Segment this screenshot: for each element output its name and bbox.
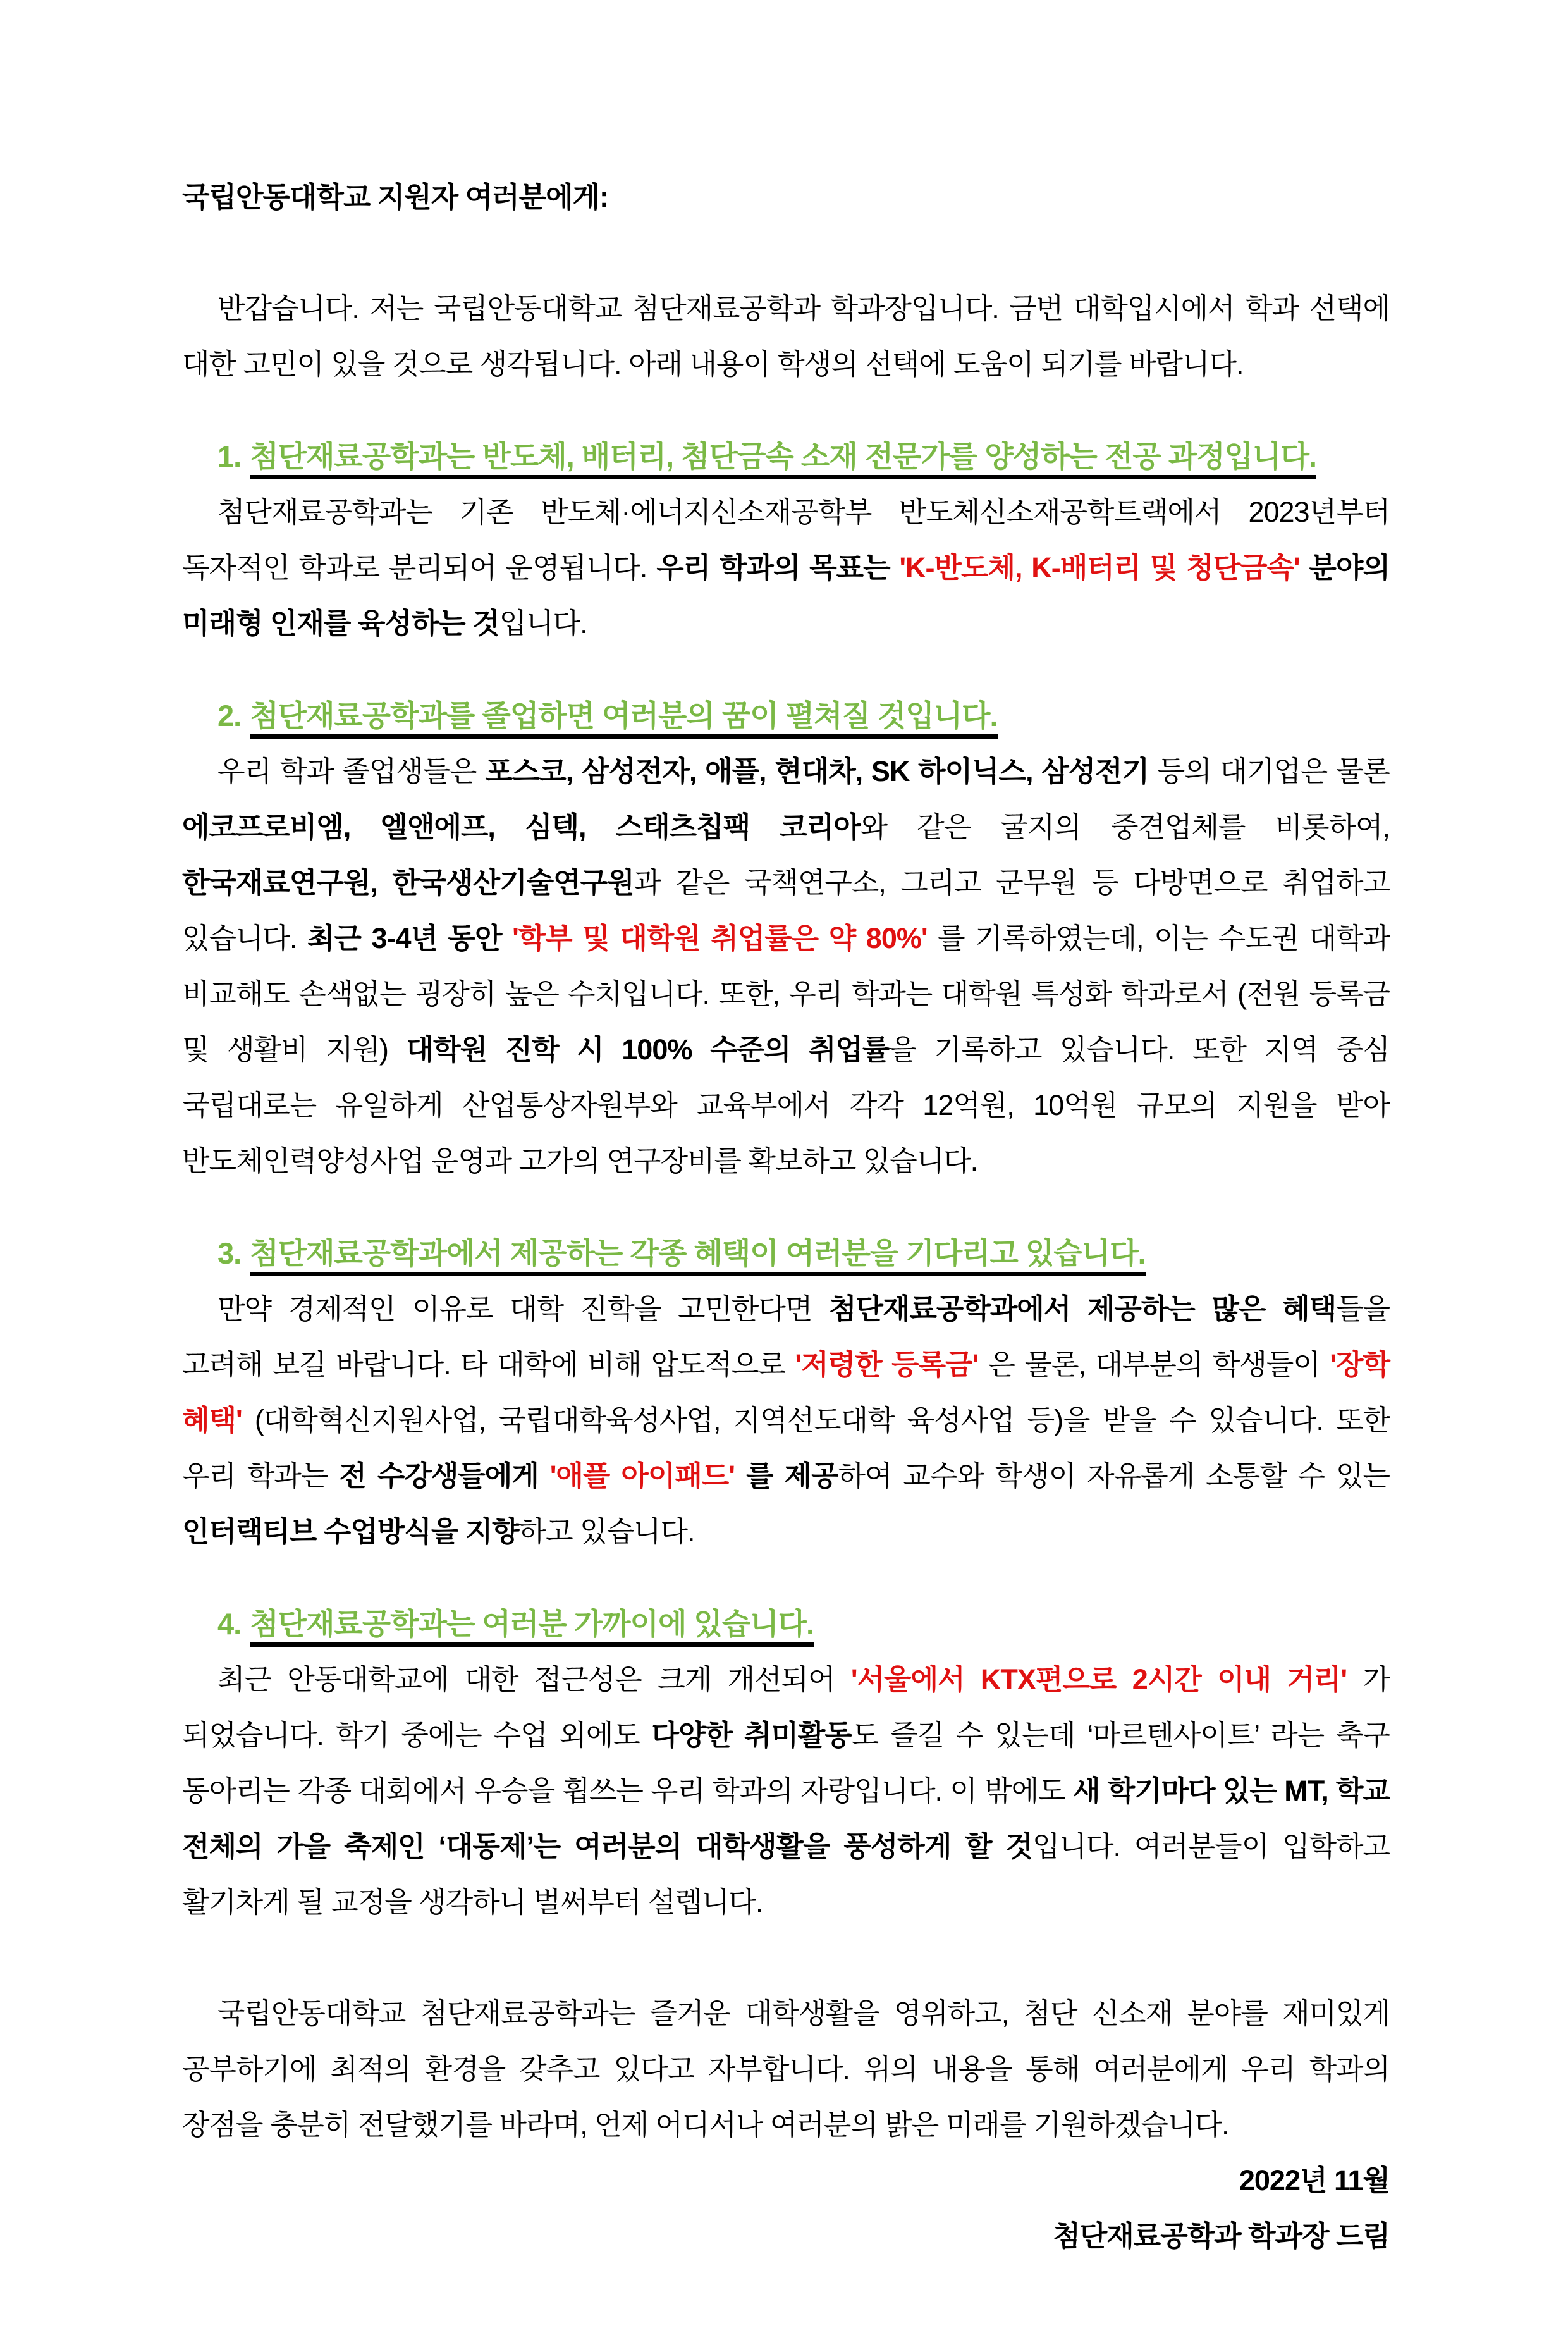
highlight-run: '애플 아이패드' bbox=[549, 1460, 735, 1492]
section-number: 1. bbox=[217, 440, 242, 473]
text-run: 우리 학과 졸업생들은 bbox=[217, 755, 486, 787]
emphasis-run: 에코프로비엠, 엘앤에프, 심텍, 스태츠칩팩 코리아 bbox=[182, 811, 861, 843]
highlight-run: '서울에서 KTX편으로 2시간 이내 거리' bbox=[850, 1663, 1347, 1696]
paragraph bbox=[182, 1281, 1390, 1560]
emphasis-run: 최근 3-4년 동안 bbox=[307, 922, 513, 954]
text-run: 하고 있습니다. bbox=[518, 1515, 695, 1548]
text-run: 들을 고려해 보길 바랍니다. 타 대학에 비해 압도적으로 bbox=[182, 1293, 1390, 1381]
emphasis-run: 포스코, 삼성전자, 애플, 현대차, SK 하이닉스, 삼성전기 bbox=[485, 755, 1149, 787]
text-run: 하여 교수와 학생이 자유롭게 소통할 수 있는 bbox=[838, 1460, 1390, 1492]
text-run: 입니다. 여러분들이 입학하고 활기차게 될 교정을 생각하니 벌써부터 설렙니다. bbox=[182, 1830, 1390, 1918]
emphasis-run: 한국재료연구원, 한국생산기술연구원 bbox=[182, 866, 634, 899]
text-run: 반갑습니다. 저는 국립안동대학교 첨단재료공학과 학과장입니다. 금번 대학입시에서 학과 선택에 대한 고민이 있을 것으로 생각됩니다. 아래 내용이 학생의 선택에 도움이 되기를 바랍니다. bbox=[182, 292, 1390, 380]
text-run: 가 되었습니다. 학기 중에는 수업 외에도 bbox=[182, 1663, 1390, 1751]
letter-signature: 첨단재료공학과 학과장 드림 bbox=[1053, 2220, 1390, 2252]
emphasis-run: 를 제공 bbox=[734, 1460, 838, 1492]
highlight-run: 'K-반도체, K-배터리 및 청단금속' bbox=[899, 551, 1300, 584]
paragraph bbox=[182, 484, 1390, 651]
paragraph bbox=[182, 1986, 1390, 2153]
letter-title: 국립안동대학교 지원자 여러분에게: bbox=[182, 181, 609, 213]
text-run: (대학혁신지원사업, 국립대학육성사업, 지역선도대학 육성사업 등)을 받을 수 있습니다. 또한 우리 학과는 bbox=[182, 1404, 1390, 1492]
emphasis-run: 전 수강생들에게 bbox=[339, 1460, 550, 1492]
document-body bbox=[182, 281, 1390, 2153]
section-heading bbox=[182, 688, 1390, 744]
section-title: 첨단재료공학과는 반도체, 배터리, 첨단금속 소재 전문가를 양성하는 전공 과정입니다. bbox=[250, 440, 1316, 479]
text-run: 국립안동대학교 첨단재료공학과는 즐거운 대학생활을 영위하고, 첨단 신소재 분야를 재미있게 공부하기에 최적의 환경을 갖추고 있다고 자부합니다. 위의 내용을 통해 여러분에게 우리 학과의 장점을 충분히 전달했기를 바라며, 언제 어디서나 여러분의 밝은 미래를 기원하겠습니다. bbox=[182, 1997, 1390, 2141]
text-run: 를 기록하였는데, 이는 수도권 대학과 비교해도 손색없는 굉장히 높은 수치입니다. 또한, 우리 학과는 대학원 특성화 학과로서 (전원 등록금 및 생활비 지원) bbox=[182, 922, 1390, 1066]
emphasis-run: 인터랙티브 수업방식을 지향 bbox=[182, 1515, 519, 1548]
paragraph bbox=[182, 1652, 1390, 1930]
letter-date: 2022년 11월 bbox=[1239, 2164, 1390, 2196]
emphasis-run: 다양한 취미활동 bbox=[651, 1719, 852, 1751]
section-number: 2. bbox=[217, 699, 242, 732]
text-run: 와 같은 굴지의 중견업체를 비롯하여, bbox=[860, 811, 1390, 843]
section-heading bbox=[182, 1596, 1390, 1652]
section-heading bbox=[182, 1226, 1390, 1281]
section-title: 첨단재료공학과에서 제공하는 각종 혜택이 여러분을 기다리고 있습니다. bbox=[250, 1236, 1145, 1276]
section-number: 4. bbox=[217, 1607, 242, 1641]
text-run: 등의 대기업은 물론 bbox=[1149, 755, 1390, 787]
emphasis-run: 분야의 미래형 인재를 육성하는 것 bbox=[182, 551, 1390, 639]
section-title: 첨단재료공학과를 졸업하면 여러분의 꿈이 펼쳐질 것입니다. bbox=[250, 699, 997, 739]
text-run: 최근 안동대학교에 대한 접근성은 크게 개선되어 bbox=[217, 1663, 851, 1696]
emphasis-run: 우리 학과의 목표는 bbox=[656, 551, 900, 584]
text-run: 만약 경제적인 이유로 대학 진학을 고민한다면 bbox=[217, 1293, 830, 1325]
section-title: 첨단재료공학과는 여러분 가까이에 있습니다. bbox=[250, 1607, 814, 1647]
text-run: 을 기록하고 있습니다. 또한 지역 중심 국립대로는 유일하게 산업통상자원부와 교육부에서 각각 12억원, 10억원 규모의 지원을 받아 반도체인력양성사업 운영과 고가의 연구장비를 확보하고 있습니다. bbox=[182, 1033, 1390, 1177]
emphasis-run: 새 학기마다 있는 MT, 학교 전체의 가을 축제인 ‘대동제’는 여러분의 대학생활을 풍성하게 할 것 bbox=[182, 1775, 1390, 1863]
text-run: 과 같은 국책연구소, 그리고 군무원 등 다방면으로 취업하고 있습니다. bbox=[182, 866, 1390, 954]
text-run: 도 즐길 수 있는데 ‘마르텐사이트’ 라는 축구 동아리는 각종 대회에서 우승을 휩쓰는 우리 학과의 자랑입니다. 이 밖에도 bbox=[182, 1719, 1390, 1807]
highlight-run: '저령한 등록금' bbox=[795, 1348, 979, 1381]
highlight-run: '장학 혜택' bbox=[182, 1348, 1390, 1436]
paragraph bbox=[182, 281, 1390, 392]
text-run: 첨단재료공학과는 기존 반도체·에너지신소재공학부 반도체신소재공학트랙에서 2023년부터 독자적인 학과로 분리되어 운영됩니다. bbox=[182, 496, 1390, 584]
emphasis-run: 대학원 진학 시 100% 수준의 취업률 bbox=[406, 1033, 890, 1066]
emphasis-run: 첨단재료공학과에서 제공하는 많은 혜택 bbox=[829, 1293, 1337, 1325]
text-run: 은 물론, 대부분의 학생들이 bbox=[978, 1348, 1330, 1381]
paragraph bbox=[182, 744, 1390, 1189]
highlight-run: '학부 및 대학원 취업률은 약 80%' bbox=[512, 922, 928, 954]
text-run: 입니다. bbox=[499, 607, 587, 639]
section-number: 3. bbox=[217, 1236, 242, 1270]
section-heading bbox=[182, 429, 1390, 484]
